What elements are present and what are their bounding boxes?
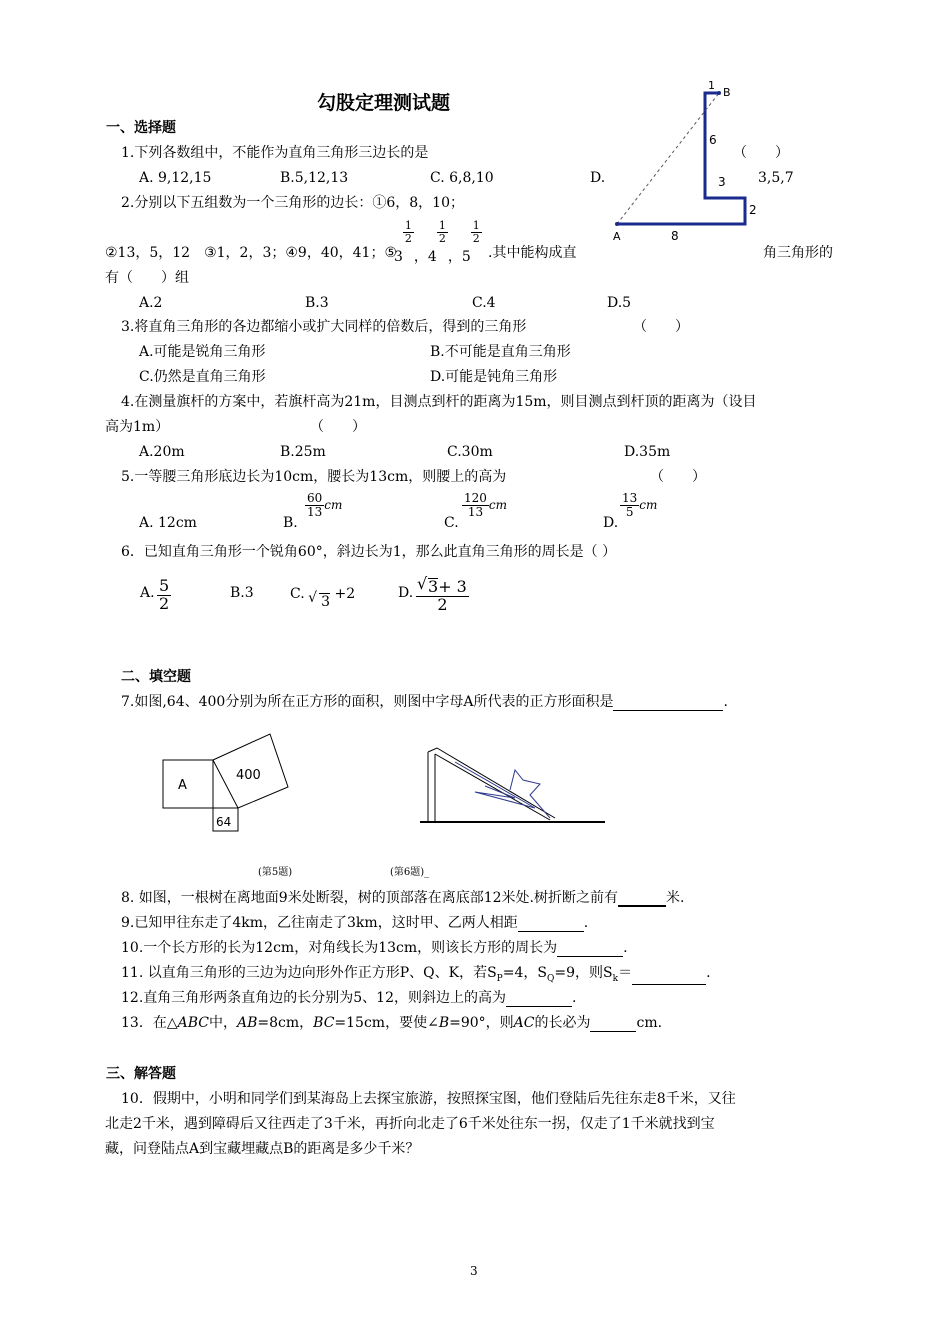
question-4-option-b: B.25m xyxy=(280,444,326,460)
question-6-option-d-label: D. xyxy=(398,585,414,601)
separator-1: ， xyxy=(413,249,428,266)
page-number: 3 xyxy=(470,1264,478,1278)
fraction-num-1: 1 xyxy=(404,219,412,232)
q13-ac: AC xyxy=(513,1015,535,1031)
map-label-8: 8 xyxy=(671,229,679,243)
frac-b-num: 60 xyxy=(307,491,323,505)
figure-5-caption: (第5题) xyxy=(258,867,293,878)
sub-q: Q xyxy=(546,973,555,984)
radical-icon: √ xyxy=(308,590,318,606)
square-a xyxy=(163,760,213,808)
answer-blank-7 xyxy=(613,696,723,711)
q13-bc: BC xyxy=(313,1015,335,1031)
sqrt-d xyxy=(417,574,439,596)
frac-6d-num xyxy=(416,574,469,597)
question-1-option-d-value: 3,5,7 xyxy=(758,170,794,186)
question-1-option-d-label: D. xyxy=(590,170,606,186)
answer-blank-10 xyxy=(557,942,623,957)
map-label-2: 2 xyxy=(749,203,757,217)
frac-6a-den: 2 xyxy=(159,593,170,613)
question-11 xyxy=(121,965,711,985)
fig5-label-64: 64 xyxy=(216,815,232,829)
question-7-end: . xyxy=(723,694,728,710)
frac-c-num: 120 xyxy=(464,491,487,505)
figure-treasure-map xyxy=(605,76,765,246)
sqrt-c xyxy=(308,590,331,611)
fraction-part-1 xyxy=(403,220,414,244)
question-4-option-c: C.30m xyxy=(447,444,493,460)
fig5-label-400: 400 xyxy=(236,768,261,783)
unit-b: cm xyxy=(324,498,343,513)
map-label-b: B xyxy=(723,86,731,99)
answer-blank-12 xyxy=(506,992,572,1007)
fraction-part-3 xyxy=(471,220,482,244)
question-4-option-a: A.20m xyxy=(139,444,185,460)
radical-icon: √ xyxy=(417,574,428,593)
question-2-stem: 2.分别以下五组数为一个三角形的边长：①6，8，10； xyxy=(121,195,464,211)
question-11-mid1: =4，S xyxy=(502,965,547,981)
question-2-option-a: A.2 xyxy=(139,295,163,311)
q13-abc: ABC xyxy=(177,1015,209,1031)
radicand-d: 3 xyxy=(428,577,439,596)
question-3-option-d: D.可能是钝角三角形 xyxy=(430,369,558,385)
question-11-end: . xyxy=(706,965,711,981)
question-2-option-b: B.3 xyxy=(305,295,329,311)
question-11-mid3: ＝ xyxy=(618,965,633,981)
branch-lines xyxy=(455,762,535,808)
question-6-option-a-label: A. xyxy=(140,585,155,601)
q13-pre: 13．在△ xyxy=(121,1015,178,1031)
answer-blank-9 xyxy=(518,917,584,932)
problem-line-3: 藏，问登陆点A到宝藏埋藏点B的距离是多少千米？ xyxy=(105,1141,420,1157)
fraction-whole-1: 3 xyxy=(394,249,403,266)
map-label-6: 6 xyxy=(709,133,717,147)
section-heading-fill: 二、填空题 xyxy=(121,669,191,685)
question-6-option-a-frac xyxy=(157,578,171,613)
q13-mid5: 的长必为 xyxy=(534,1015,591,1031)
question-10 xyxy=(121,940,628,957)
question-12 xyxy=(121,990,576,1007)
question-5-option-b-label: B. xyxy=(283,515,298,531)
path-route xyxy=(617,93,745,224)
question-11-pre: 11. 以直角三角形的三边为边向形外作正方形P、Q、K，若S xyxy=(121,965,497,981)
leaf-shape xyxy=(510,770,550,818)
q13-end: cm. xyxy=(636,1015,663,1031)
fraction-num-2: 1 xyxy=(438,219,446,232)
question-1-option-b: B.5,12,13 xyxy=(280,170,349,186)
answer-blank-13 xyxy=(590,1017,636,1032)
question-1-paren: （ ） xyxy=(733,145,789,161)
question-2-line2-pre: ②13，5，12 ③1，2，3；④9，40，41；⑤ xyxy=(105,245,397,261)
fraction-den-1: 2 xyxy=(404,231,412,245)
section-heading-solve: 三、解答题 xyxy=(106,1066,176,1082)
question-2-option-d: D.5 xyxy=(607,295,632,311)
question-6-option-d-frac xyxy=(416,574,469,614)
option-c-label: C. xyxy=(290,586,305,602)
question-2-mixed-fractions xyxy=(394,219,482,266)
question-5-option-a: A. 12cm xyxy=(139,515,197,531)
map-label-3: 3 xyxy=(718,175,726,189)
question-7-stem xyxy=(121,694,728,711)
question-13 xyxy=(121,1015,662,1032)
question-8 xyxy=(121,890,684,907)
question-4-line1: 4.在测量旗杆的方案中，若旗杆高为21m，目测点到杆的距离为15m，则目测点到杆顶的距离为（设目 xyxy=(121,394,757,410)
question-8-end: 米. xyxy=(665,890,685,906)
question-2-line3: 有（ ）组 xyxy=(105,270,189,286)
fraction-whole-2: 4 xyxy=(427,249,437,266)
question-3-option-c: C.仍然是直角三角形 xyxy=(139,369,266,385)
question-5-option-d-label: D. xyxy=(603,515,619,531)
question-12-end: . xyxy=(572,990,577,1006)
question-5-option-c-frac xyxy=(462,492,507,518)
fraction-num-3: 1 xyxy=(472,219,480,232)
point-b xyxy=(717,91,721,95)
page-title: 勾股定理测试题 xyxy=(317,92,451,114)
question-7-text: 7.如图,64、400分别为所在正方形的面积，则图中字母A所代表的正方形面积是 xyxy=(121,694,614,710)
sub-k: k xyxy=(612,973,619,984)
question-3-stem: 3.将直角三角形的各边都缩小或扩大同样的倍数后，得到的三角形 xyxy=(121,319,527,335)
section-heading-choice: 一、选择题 xyxy=(106,120,176,136)
q13-mid4: =90°，则 xyxy=(449,1015,514,1031)
question-10-end: . xyxy=(623,940,628,956)
question-4-line2: 高为1m） xyxy=(105,419,170,435)
q13-b: B xyxy=(438,1015,450,1031)
question-11-mid2: =9，则S xyxy=(554,965,613,981)
fig5-label-a: A xyxy=(178,778,187,793)
map-label-1: 1 xyxy=(708,79,715,92)
frac-d-num: 13 xyxy=(622,491,638,505)
question-9-text: 9.已知甲往东走了4km，乙往南走了3km，这时甲、乙两人相距 xyxy=(121,915,518,931)
question-6-option-b: B.3 xyxy=(230,585,254,601)
map-label-a: A xyxy=(613,230,621,243)
question-2-option-c: C.4 xyxy=(472,295,496,311)
figure-tree xyxy=(415,740,615,830)
question-5-option-b-frac xyxy=(305,492,342,518)
question-2-line2-post: .其中能构成直 xyxy=(488,245,577,261)
problem-line-2: 北走2千米，遇到障碍后又往西走了3千米，再折向北走了6千米处往东一拐，仅走了1千米就找到宝 xyxy=(105,1116,715,1132)
question-6-option-c xyxy=(290,585,356,610)
frac-d-den: 5 xyxy=(625,504,634,519)
question-1-stem: 1.下列各数组中，不能作为直角三角形三边长的是 xyxy=(121,145,429,161)
question-2-line2-tail: 角三角形的 xyxy=(763,245,833,261)
frac-c-den: 13 xyxy=(467,504,484,519)
fraction-whole-3: 5 xyxy=(461,249,471,266)
question-3-paren: （ ） xyxy=(633,319,689,335)
answer-blank-8 xyxy=(618,891,666,907)
question-4-paren: （ ） xyxy=(310,419,366,435)
unit-d: cm xyxy=(639,498,658,513)
question-5-paren: （ ） xyxy=(650,469,706,485)
frac-6a-num: 5 xyxy=(159,576,170,595)
q13-mid3: =15cm，要使∠ xyxy=(334,1015,439,1031)
q13-mid1: 中， xyxy=(208,1015,237,1031)
fraction-den-2: 2 xyxy=(438,231,446,245)
q13-mid2: =8cm， xyxy=(257,1015,314,1031)
fraction-den-3: 2 xyxy=(472,231,480,245)
frac-6d-tail: + 3 xyxy=(438,577,467,596)
frac-6d-den: 2 xyxy=(437,594,448,614)
separator-2: ， xyxy=(447,249,462,266)
figure-6-caption: (第6题)_ xyxy=(390,867,430,878)
question-5-option-c-label: C. xyxy=(444,515,459,531)
question-10-text: 10.一个长方形的长为12cm，对角线长为13cm，则该长方形的周长为 xyxy=(121,940,558,956)
question-5-option-d-frac xyxy=(620,492,657,518)
fallen-edge xyxy=(435,754,550,820)
question-8-text: 8. 如图，一根树在离地面9米处断裂，树的顶部落在离底部12米处.树折断之前有 xyxy=(121,890,618,906)
frac-b-den: 13 xyxy=(307,504,323,519)
question-9-end: . xyxy=(583,915,589,931)
question-1-option-c: C. 6,8,10 xyxy=(430,170,494,186)
question-3-option-b: B.不可能是直角三角形 xyxy=(430,344,571,360)
q13-ab: AB xyxy=(236,1015,258,1031)
question-3-option-a: A.可能是锐角三角形 xyxy=(139,344,266,360)
problem-line-1: 10．假期中，小明和同学们到某海岛上去探宝旅游，按照探宝图，他们登陆后先往东走8千米，又往 xyxy=(121,1091,736,1107)
question-6-stem: 6．已知直角三角形一个锐角60°，斜边长为1，那么此直角三角形的周长是（ ） xyxy=(121,544,617,560)
figure-squares xyxy=(150,728,320,838)
question-4-option-d: D.35m xyxy=(624,444,671,460)
question-5-stem: 5.一等腰三角形底边长为10cm，腰长为13cm，则腰上的高为 xyxy=(121,469,507,485)
question-1-option-a: A. 9,12,15 xyxy=(139,170,212,186)
radicand-c: 3 xyxy=(321,594,331,610)
option-c-tail: +2 xyxy=(334,586,356,602)
fraction-part-2 xyxy=(437,220,448,244)
sub-p: P xyxy=(496,973,503,984)
question-9 xyxy=(121,915,588,932)
point-a xyxy=(615,222,619,226)
answer-blank-11 xyxy=(632,970,706,985)
unit-c: cm xyxy=(488,498,508,513)
question-12-text: 12.直角三角形两条直角边的长分别为5、12，则斜边上的高为 xyxy=(121,990,506,1006)
